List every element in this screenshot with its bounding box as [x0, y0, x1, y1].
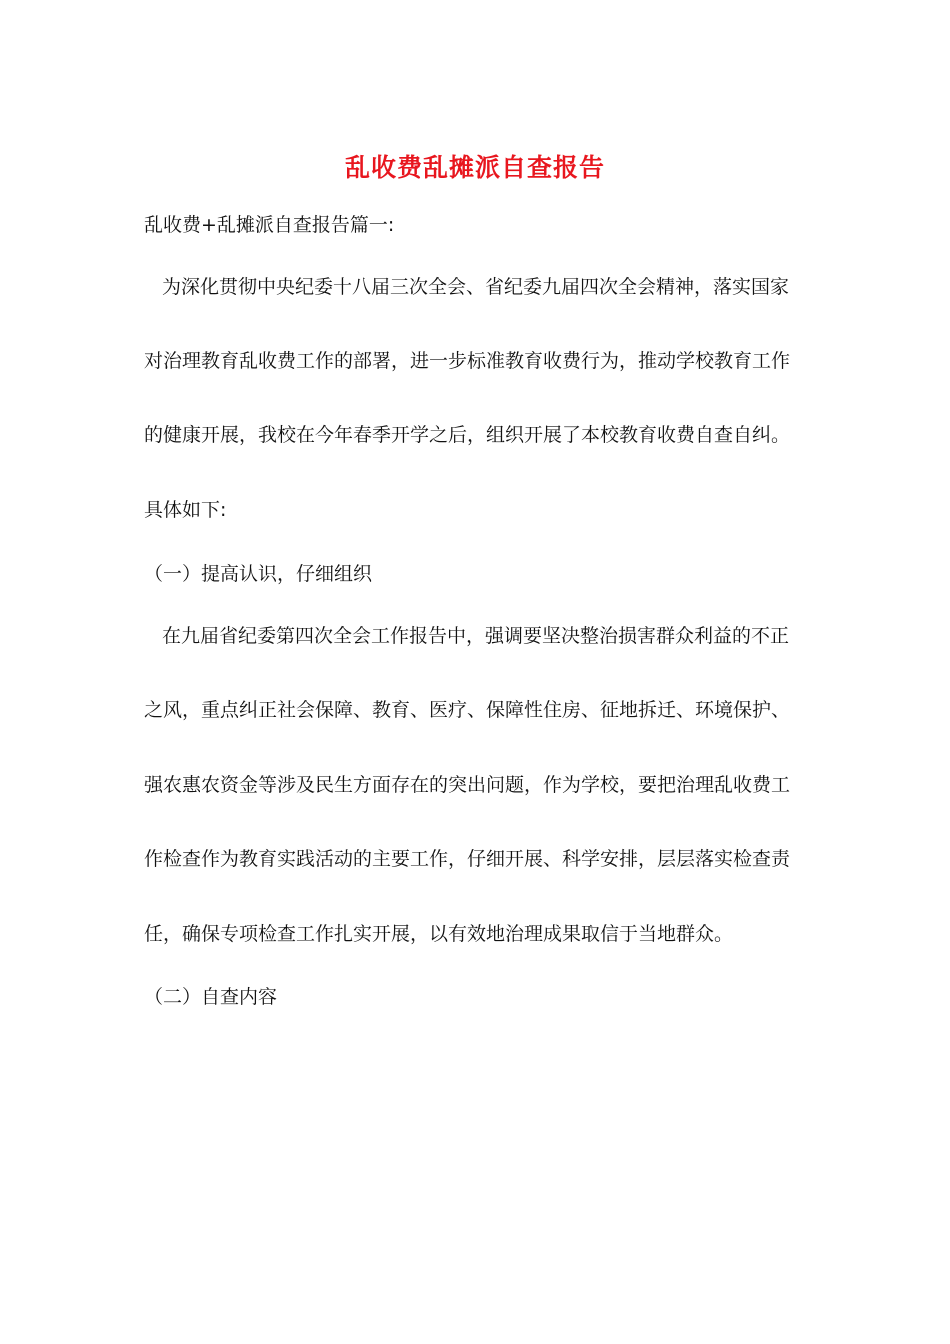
- section-heading: （二）自查内容: [144, 986, 278, 1008]
- document-title: 乱收费乱摊派自查报告: [344, 153, 605, 182]
- paragraph-line: 具体如下:: [144, 499, 227, 521]
- paragraph-line: 在九届省纪委第四次全会工作报告中，强调要坚决整治损害群众利益的不正: [162, 625, 790, 647]
- paragraph-line: 为深化贯彻中央纪委十八届三次全会、省纪委九届四次全会精神，落实国家: [162, 276, 790, 298]
- section-heading: （一）提高认识，仔细组织: [144, 563, 373, 585]
- paragraph-line: 作检查作为教育实践活动的主要工作，仔细开展、科学安排，层层落实检查责: [144, 848, 791, 870]
- paragraph-line: 的健康开展，我校在今年春季开学之后，组织开展了本校教育收费自查自纠。: [144, 424, 791, 446]
- paragraph-line: 之风，重点纠正社会保障、教育、医疗、保障性住房、征地拆迁、环境保护、: [144, 699, 791, 721]
- paragraph-line: 对治理教育乱收费工作的部署，进一步标准教育收费行为，推动学校教育工作: [144, 350, 791, 372]
- paragraph-line: 任，确保专项检查工作扎实开展，以有效地治理成果取信于当地群众。: [144, 923, 734, 945]
- document-subtitle: 乱收费+乱摊派自查报告篇一:: [144, 214, 395, 236]
- paragraph-line: 强农惠农资金等涉及民生方面存在的突出问题，作为学校，要把治理乱收费工: [144, 774, 791, 796]
